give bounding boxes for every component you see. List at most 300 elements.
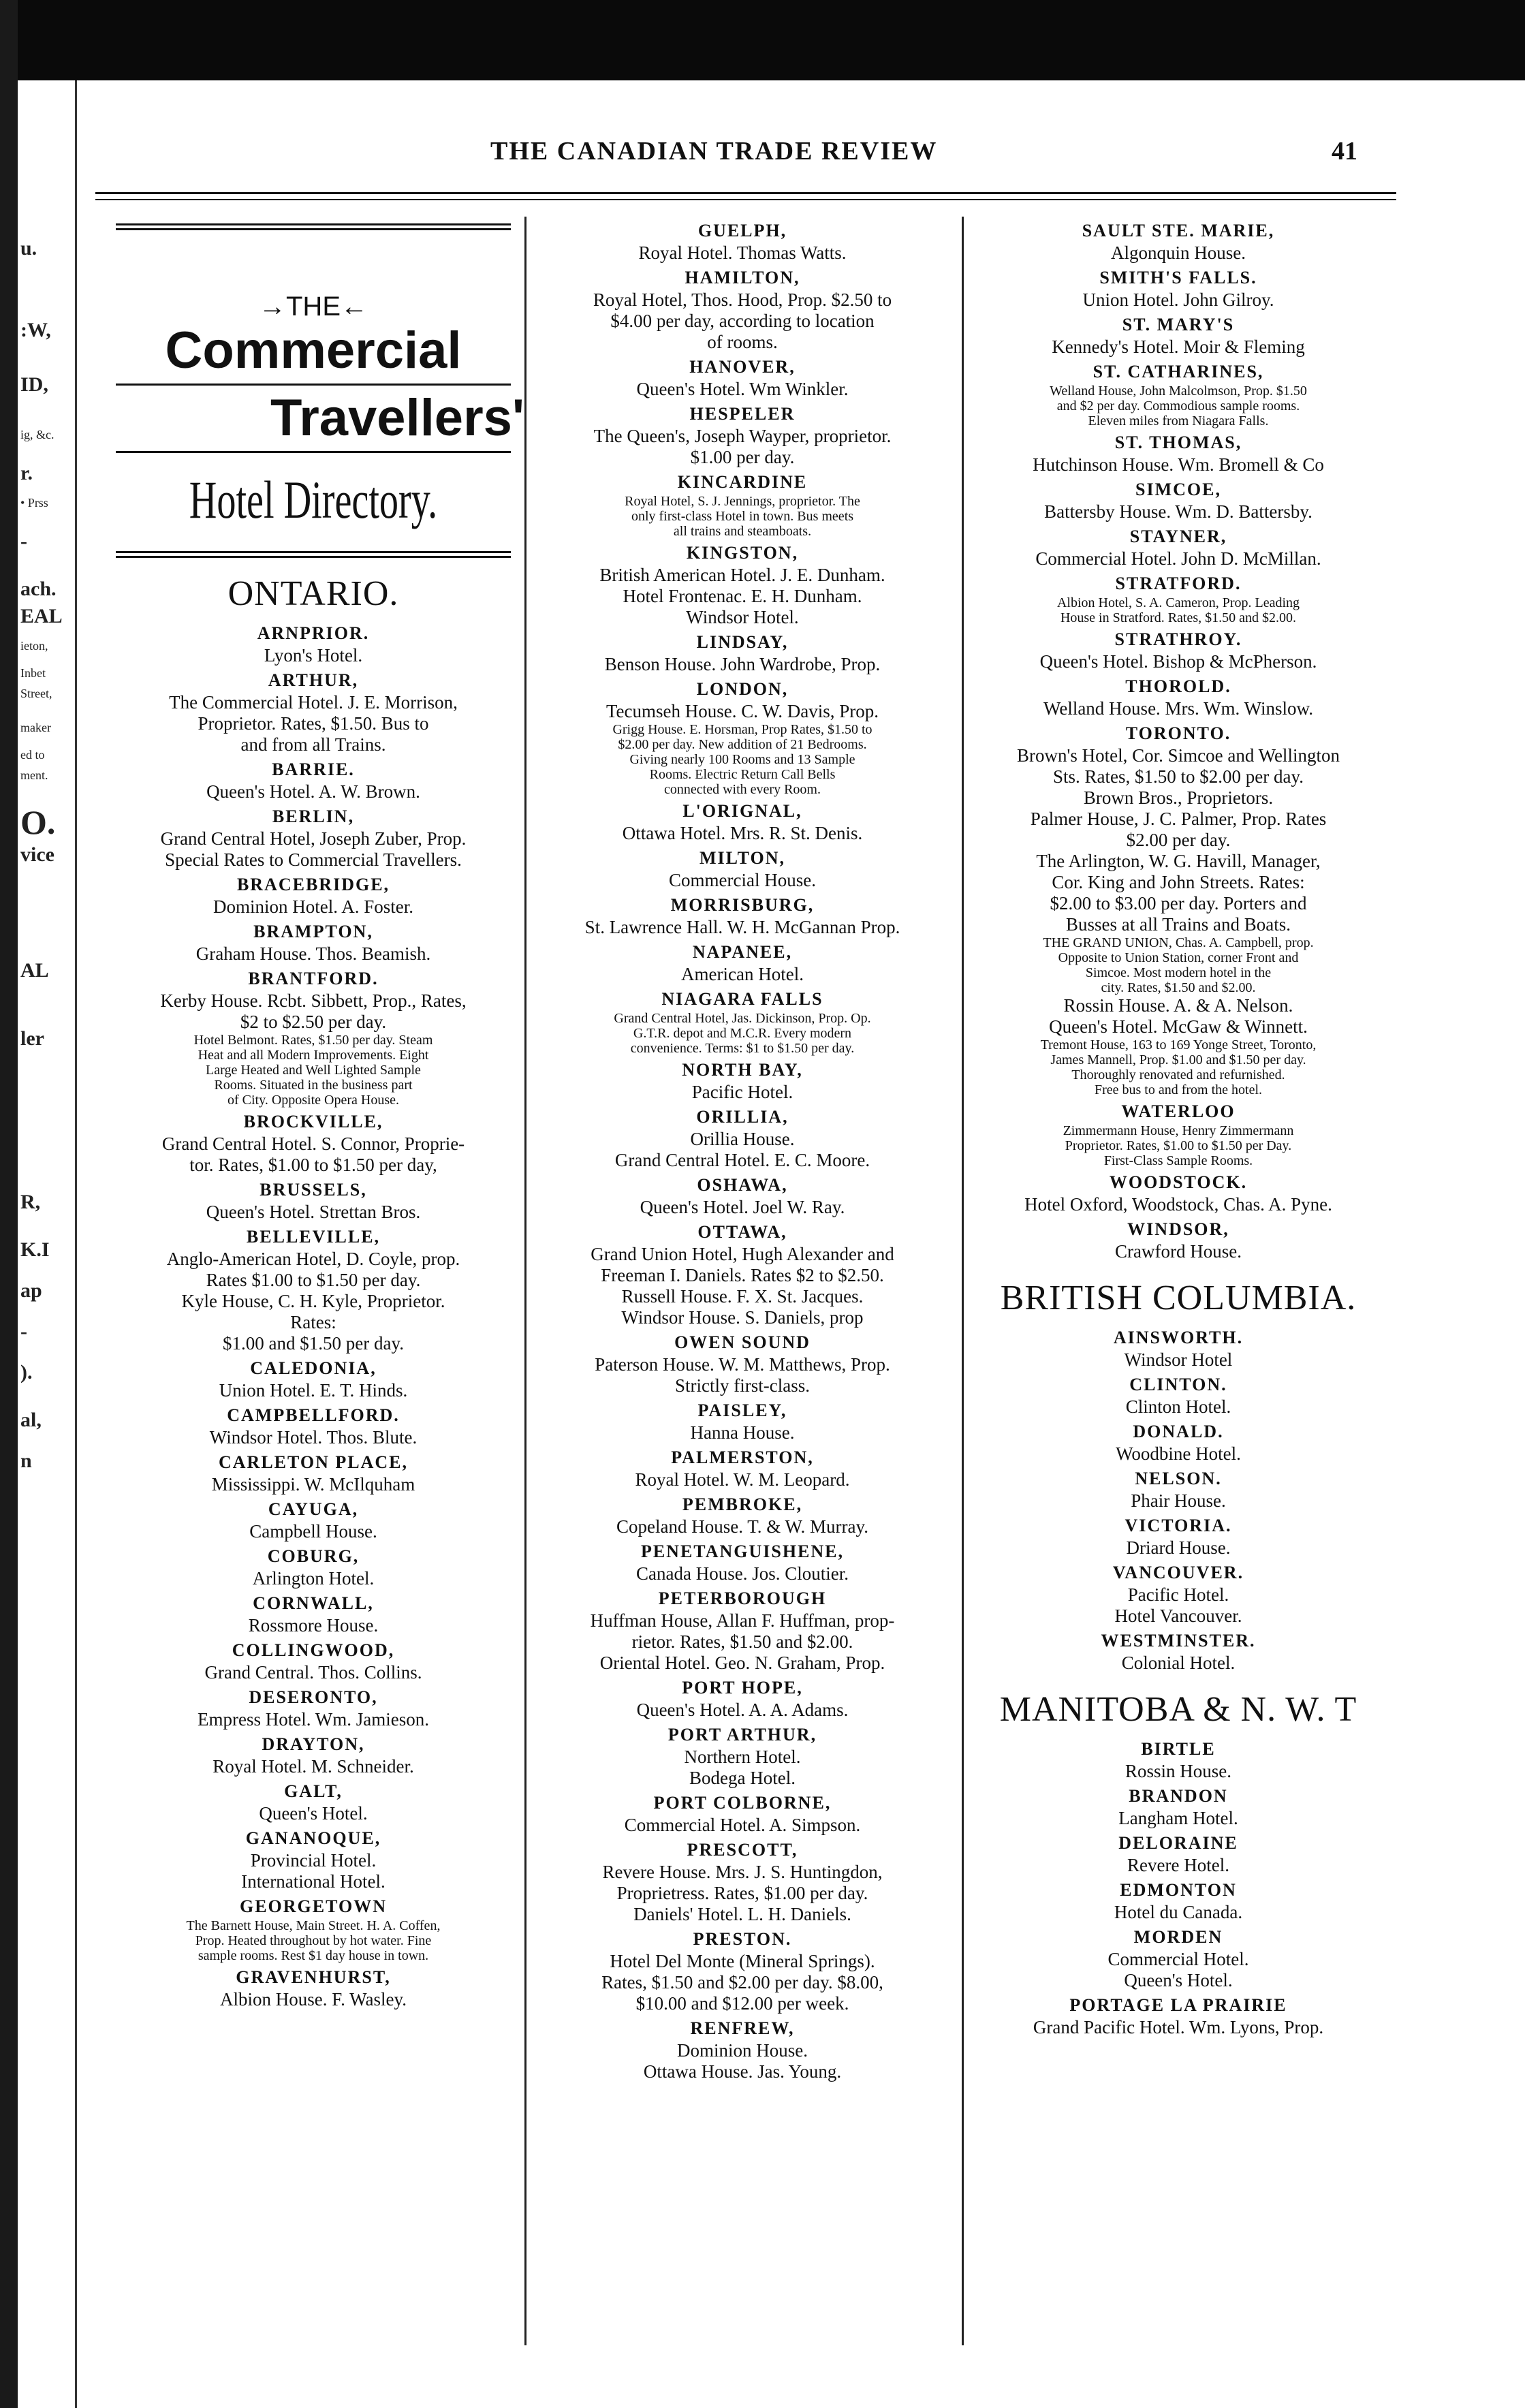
hotel-line: British American Hotel. J. E. Dunham. xyxy=(599,565,885,585)
gutter-fragment: - xyxy=(20,530,27,552)
hotel-advert-line: Giving nearly 100 Rooms and 13 Sample xyxy=(629,752,855,767)
town-name: OWEN SOUND xyxy=(674,1332,811,1352)
town-name: BRACEBRIDGE, xyxy=(236,875,390,894)
hotel-advert-line: city. Rates, $1.50 and $2.00. xyxy=(1101,980,1256,995)
hotel-line: Hanna House. xyxy=(690,1422,795,1443)
town-entry xyxy=(524,1587,960,1674)
town-name: ST. CATHARINES, xyxy=(1092,362,1264,381)
banner-line-directory: Hotel Directory. xyxy=(189,470,438,529)
hotel-line: Windsor House. S. Daniels, prop xyxy=(621,1307,864,1328)
gutter-fragment: ed to xyxy=(20,748,45,762)
town-entry xyxy=(95,873,531,918)
hotel-line: Busses at all Trains and Boats. xyxy=(1065,914,1291,935)
gutter-fragment: ach. xyxy=(20,578,57,600)
hotel-advert-line: of City. Opposite Opera House. xyxy=(227,1093,399,1108)
town-name: CAMPBELLFORD. xyxy=(227,1405,400,1425)
town-entry xyxy=(960,219,1396,264)
town-entry xyxy=(95,1895,531,1963)
hotel-advert-line: $2.00 per day. New addition of 21 Bedrooms. xyxy=(618,737,867,752)
hotel-line: Brown's Hotel, Cor. Simcoe and Wellington xyxy=(1017,745,1340,766)
town-name: BERLIN, xyxy=(272,807,355,826)
town-name: ARNPRIOR. xyxy=(257,623,370,643)
hotel-advert-line: Eleven miles from Niagara Falls. xyxy=(1088,413,1269,428)
town-name: GALT, xyxy=(284,1781,343,1801)
header-rule xyxy=(95,192,1396,194)
hotel-line: Revere Hotel. xyxy=(1127,1855,1229,1875)
hotel-line: Kerby House. Rcbt. Sibbett, Prop., Rates, xyxy=(160,990,467,1011)
hotel-line: Queen's Hotel. Wm Winkler. xyxy=(636,379,849,399)
town-name: PORT COLBORNE, xyxy=(653,1793,832,1813)
hotel-line: Brown Bros., Proprietors. xyxy=(1083,787,1274,808)
banner-rule-mid xyxy=(116,384,511,386)
hotel-advert-line: and $2 per day. Commodious sample rooms. xyxy=(1056,398,1300,413)
town-name: SAULT STE. MARIE, xyxy=(1082,221,1275,240)
town-name: HESPELER xyxy=(689,404,796,424)
hotel-advert-line: convenience. Terms: $1 to $1.50 per day. xyxy=(630,1041,855,1056)
hotel-line: Royal Hotel, Thos. Hood, Prop. $2.50 to xyxy=(593,290,892,310)
hotel-advert-line: Prop. Heated throughout by hot water. Fine xyxy=(195,1933,432,1948)
hotel-line: Hotel du Canada. xyxy=(1114,1902,1243,1922)
town-entry xyxy=(524,471,960,539)
gutter-fragment: maker xyxy=(20,721,51,734)
town-entry xyxy=(960,431,1396,475)
town-name: ARTHUR, xyxy=(268,670,359,690)
hotel-advert-line: Free bus to and from the hotel. xyxy=(1094,1082,1263,1097)
town-name: DRAYTON, xyxy=(262,1734,365,1754)
hotel-line: Royal Hotel. W. M. Leopard. xyxy=(635,1469,850,1490)
town-entry xyxy=(960,1785,1396,1829)
town-entry xyxy=(960,1218,1396,1262)
town-name: CORNWALL, xyxy=(253,1593,374,1613)
town-entry xyxy=(524,1540,960,1584)
hotel-line: Grand Union Hotel, Hugh Alexander and xyxy=(591,1244,894,1264)
column-middle xyxy=(524,217,960,2082)
hotel-line: Campbell House. xyxy=(249,1521,377,1542)
town-name: ST. THOMAS, xyxy=(1114,433,1242,452)
hotel-line: St. Lawrence Hall. W. H. McGannan Prop. xyxy=(584,917,900,937)
gutter-fragment: Street, xyxy=(20,687,52,700)
hotel-advert-line: Large Heated and Well Lighted Sample xyxy=(206,1063,421,1078)
town-entry xyxy=(960,1994,1396,2038)
hotel-advert-line: Rooms. Situated in the business part xyxy=(214,1078,413,1093)
hotel-line: Revere House. Mrs. J. S. Huntingdon, xyxy=(602,1862,883,1882)
town-entry xyxy=(524,988,960,1056)
hotel-advert-line: Grigg House. E. Horsman, Prop Rates, $1.50 to xyxy=(612,722,872,737)
town-name: KINGSTON, xyxy=(686,543,799,563)
town-entry xyxy=(524,2017,960,2082)
hotel-advert-line: all trains and steamboats. xyxy=(673,524,812,539)
hotel-line: Lyon's Hotel. xyxy=(264,645,363,666)
hotel-line: Algonquin House. xyxy=(1111,243,1246,263)
town-name: PORTAGE LA PRAIRIE xyxy=(1069,1995,1287,2015)
town-entry xyxy=(95,669,531,755)
hotel-line: Palmer House, J. C. Palmer, Prop. Rates xyxy=(1030,809,1327,829)
town-name: THOROLD. xyxy=(1125,676,1231,696)
header-rule-thin xyxy=(95,199,1396,200)
town-name: HAMILTON, xyxy=(685,268,800,287)
town-entry xyxy=(95,1733,531,1777)
town-name: NORTH BAY, xyxy=(682,1060,803,1080)
gutter-fragment: r. xyxy=(20,462,33,484)
gutter-fragment: n xyxy=(20,1450,32,1472)
town-entry xyxy=(960,1879,1396,1923)
hotel-line: $1.00 and $1.50 per day. xyxy=(223,1333,404,1354)
gutter-fragment: vice xyxy=(20,843,54,866)
town-entry xyxy=(524,1493,960,1537)
town-name: L'ORIGNAL, xyxy=(682,801,802,821)
town-entry xyxy=(95,758,531,802)
gutter-fragment: ieton, xyxy=(20,639,48,653)
hotel-line: Hotel Oxford, Woodstock, Chas. A. Pyne. xyxy=(1024,1194,1332,1215)
town-name: SIMCOE, xyxy=(1135,480,1221,499)
gutter-fragment: R, xyxy=(20,1191,41,1213)
town-name: STRATFORD. xyxy=(1115,574,1242,593)
town-name: WATERLOO xyxy=(1121,1101,1236,1121)
province-heading: BRITISH COLUMBIA. xyxy=(1000,1279,1357,1317)
town-entry xyxy=(524,1221,960,1328)
town-name: PAISLEY, xyxy=(697,1401,787,1420)
hotel-line: tor. Rates, $1.00 to $1.50 per day, xyxy=(189,1155,437,1175)
town-entry xyxy=(524,1106,960,1171)
hotel-advert-line: sample rooms. Rest $1 day house in town. xyxy=(198,1948,429,1963)
town-name: BRAMPTON, xyxy=(253,922,373,941)
hotel-line: Welland House. Mrs. Wm. Winslow. xyxy=(1043,698,1313,719)
hotel-line: Commercial Hotel. John D. McMillan. xyxy=(1035,548,1321,569)
hotel-line: Union Hotel. E. T. Hinds. xyxy=(219,1380,408,1401)
hotel-line: Royal Hotel. M. Schneider. xyxy=(213,1756,414,1777)
gutter-rule xyxy=(75,80,77,2408)
hotel-advert-line: Simcoe. Most modern hotel in the xyxy=(1085,965,1272,980)
banner-rule-top xyxy=(116,223,511,230)
hotel-line: Kyle House, C. H. Kyle, Proprietor. xyxy=(181,1291,445,1311)
town-name: DONALD. xyxy=(1133,1422,1224,1441)
hotel-line: Queen's Hotel. A. W. Brown. xyxy=(206,781,420,802)
town-entry xyxy=(960,1832,1396,1876)
hotel-advert-line: G.T.R. depot and M.C.R. Every modern xyxy=(633,1026,852,1041)
town-entry xyxy=(960,360,1396,428)
hotel-line: Proprietress. Rates, $1.00 per day. xyxy=(616,1883,868,1903)
hotel-line: Rates: xyxy=(290,1312,336,1332)
hotel-advert-line: House in Stratford. Rates, $1.50 and $2.00. xyxy=(1060,610,1297,625)
town-entry xyxy=(524,1792,960,1836)
town-entry xyxy=(95,1592,531,1636)
town-entry xyxy=(95,1639,531,1683)
hotel-line: The Commercial Hotel. J. E. Morrison, xyxy=(169,692,458,713)
hotel-line: Hotel Vancouver. xyxy=(1114,1606,1242,1626)
town-entry xyxy=(524,631,960,675)
hotel-advert-line: Hotel Belmont. Rates, $1.50 per day. Steam xyxy=(193,1033,433,1048)
hotel-line: Rossmore House. xyxy=(248,1615,379,1636)
hotel-line: Royal Hotel. Thomas Watts. xyxy=(638,243,847,263)
town-name: NIAGARA FALLS xyxy=(661,989,823,1009)
gutter-fragment: • Prss xyxy=(20,496,48,510)
hotel-line: Crawford House. xyxy=(1115,1241,1242,1262)
town-entry xyxy=(960,572,1396,625)
town-name: TORONTO. xyxy=(1125,723,1231,743)
town-entry xyxy=(95,1780,531,1824)
hotel-line: Driard House. xyxy=(1126,1537,1231,1558)
hotel-line: rietor. Rates, $1.50 and $2.00. xyxy=(631,1631,853,1652)
hotel-advert-line: connected with every Room. xyxy=(664,782,821,797)
hotel-advert-line: The Barnett House, Main Street. H. A. Coffen, xyxy=(186,1918,441,1933)
town-name: KINCARDINE xyxy=(677,472,808,492)
town-name: STAYNER, xyxy=(1129,527,1227,546)
town-name: BARRIE. xyxy=(272,760,355,779)
gutter-fragment: ment. xyxy=(20,768,48,782)
gutter-fragment: al, xyxy=(20,1409,42,1431)
hotel-advert-line: Thoroughly renovated and refurnished. xyxy=(1071,1067,1285,1082)
banner-pre: →THE← xyxy=(259,292,368,322)
town-entry xyxy=(95,1545,531,1589)
town-entry xyxy=(960,722,1396,1097)
hotel-line: Freeman I. Daniels. Rates $2 to $2.50. xyxy=(601,1265,884,1285)
hotel-line: Bodega Hotel. xyxy=(689,1768,796,1788)
scan-top-shadow xyxy=(0,0,1525,80)
town-entry xyxy=(960,313,1396,358)
town-name: DELORAINE xyxy=(1118,1833,1238,1853)
hotel-line: Canada House. Jos. Cloutier. xyxy=(636,1563,849,1584)
hotel-line: Northern Hotel. xyxy=(684,1747,801,1767)
town-name: BRANDON xyxy=(1129,1786,1228,1806)
town-entry xyxy=(524,678,960,797)
town-name: ST. MARY'S xyxy=(1122,315,1235,334)
town-entry xyxy=(524,356,960,400)
town-name: HANOVER, xyxy=(689,357,796,377)
town-name: OTTAWA, xyxy=(697,1222,787,1242)
town-entry xyxy=(524,1446,960,1490)
banner-line-travellers: Travellers' xyxy=(270,389,524,447)
hotel-line: Paterson House. W. M. Matthews, Prop. xyxy=(595,1354,890,1375)
town-entry xyxy=(524,219,960,264)
hotel-line: Colonial Hotel. xyxy=(1121,1653,1236,1673)
town-name: EDMONTON xyxy=(1120,1880,1237,1900)
hotel-advert-line: Heat and all Modern Improvements. Eight xyxy=(198,1048,429,1063)
hotel-line: Benson House. John Wardrobe, Prop. xyxy=(604,654,881,674)
town-name: LONDON, xyxy=(696,679,789,699)
hotel-line: Queen's Hotel. A. A. Adams. xyxy=(636,1700,849,1720)
town-entry xyxy=(960,1100,1396,1168)
town-name: PRESCOTT, xyxy=(687,1840,798,1860)
town-name: PENETANGUISHENE, xyxy=(640,1542,845,1561)
hotel-line: Queen's Hotel. xyxy=(1124,1970,1233,1990)
town-entry xyxy=(95,920,531,965)
town-entry xyxy=(960,1467,1396,1512)
hotel-line: Kennedy's Hotel. Moir & Fleming xyxy=(1052,337,1305,357)
town-entry xyxy=(95,1110,531,1176)
town-name: PORT ARTHUR, xyxy=(667,1725,817,1745)
hotel-line: Phair House. xyxy=(1131,1490,1226,1511)
town-entry xyxy=(960,1373,1396,1418)
hotel-line: Queen's Hotel. Strettan Bros. xyxy=(206,1202,421,1222)
gutter-fragment: ap xyxy=(20,1279,42,1302)
gutter-fragment: K.I xyxy=(20,1238,50,1261)
hotel-line: Windsor Hotel xyxy=(1124,1349,1233,1370)
hotel-line: of rooms. xyxy=(707,332,778,352)
facing-page-gutter xyxy=(18,80,76,2408)
hotel-line: Strictly first-class. xyxy=(675,1375,810,1396)
banner xyxy=(95,223,531,558)
town-entry xyxy=(960,1326,1396,1371)
town-entry xyxy=(960,1514,1396,1559)
hotel-line: Orillia House. xyxy=(690,1129,795,1149)
town-name: NAPANEE, xyxy=(692,942,793,962)
town-entry xyxy=(95,1498,531,1542)
town-name: OSHAWA, xyxy=(697,1175,788,1195)
hotel-line: Dominion Hotel. A. Foster. xyxy=(213,896,413,917)
hotel-line: Grand Central Hotel, Joseph Zuber, Prop. xyxy=(160,828,467,849)
town-entry xyxy=(960,1420,1396,1465)
hotel-line: Provincial Hotel. xyxy=(250,1850,377,1871)
hotel-line: Ottawa Hotel. Mrs. R. St. Denis. xyxy=(622,823,863,843)
town-entry xyxy=(960,1171,1396,1215)
hotel-line: Hotel Frontenac. E. H. Dunham. xyxy=(623,586,862,606)
hotel-line: Empress Hotel. Wm. Jamieson. xyxy=(198,1709,429,1730)
hotel-line: Commercial Hotel. xyxy=(1107,1949,1249,1969)
hotel-line: The Queen's, Joseph Wayper, proprietor. xyxy=(593,426,892,446)
town-name: GUELPH, xyxy=(697,221,787,240)
hotel-advert-line: First-Class Sample Rooms. xyxy=(1103,1153,1253,1168)
hotel-line: Grand Central Hotel. S. Connor, Proprie- xyxy=(161,1133,465,1154)
hotel-line: Battersby House. Wm. D. Battersby. xyxy=(1044,501,1312,522)
town-name: BRUSSELS, xyxy=(260,1180,367,1200)
town-name: COBURG, xyxy=(267,1546,360,1566)
hotel-line: Copeland House. T. & W. Murray. xyxy=(616,1516,868,1537)
town-entry xyxy=(524,800,960,844)
town-entry xyxy=(960,675,1396,719)
town-name: STRATHROY. xyxy=(1114,629,1242,649)
town-entry xyxy=(524,941,960,985)
hotel-line: Mississippi. W. McIlquham xyxy=(211,1474,415,1495)
town-name: BRANTFORD. xyxy=(248,969,379,988)
town-entry xyxy=(524,542,960,628)
town-entry xyxy=(960,478,1396,522)
gutter-fragment: ). xyxy=(20,1361,33,1383)
hotel-line: Rates, $1.50 and $2.00 per day. $8.00, xyxy=(601,1972,883,1992)
town-name: GRAVENHURST, xyxy=(236,1967,391,1987)
town-entry xyxy=(95,1966,531,2010)
town-name: CALEDONIA, xyxy=(250,1358,377,1378)
town-entry xyxy=(524,1331,960,1396)
hotel-line: $10.00 and $12.00 per week. xyxy=(635,1993,849,2014)
town-name: ORILLIA, xyxy=(696,1107,789,1127)
hotel-line: Hotel Del Monte (Mineral Springs). xyxy=(610,1951,875,1971)
listing-column-3 xyxy=(960,219,1396,2038)
hotel-line: Langham Hotel. xyxy=(1118,1808,1238,1828)
town-name: DESERONTO, xyxy=(249,1687,378,1707)
town-entry xyxy=(95,967,531,1108)
hotel-line: Tecumseh House. C. W. Davis, Prop. xyxy=(606,701,879,721)
hotel-line: Hutchinson House. Wm. Bromell & Co xyxy=(1033,454,1324,475)
hotel-line: Ottawa House. Jas. Young. xyxy=(643,2061,842,2082)
hotel-line: Commercial House. xyxy=(669,870,816,890)
hotel-line: Union Hotel. John Gilroy. xyxy=(1082,290,1274,310)
hotel-line: $2.00 per day. xyxy=(1126,830,1231,850)
hotel-line: Queen's Hotel. xyxy=(259,1803,368,1824)
town-name: BROCKVILLE, xyxy=(243,1112,383,1131)
town-name: RENFREW, xyxy=(690,2018,795,2038)
gutter-fragment: AL xyxy=(20,959,49,982)
hotel-line: Queen's Hotel. McGaw & Winnett. xyxy=(1049,1016,1308,1037)
hotel-line: Arlington Hotel. xyxy=(252,1568,375,1589)
hotel-line: Cor. King and John Streets. Rates: xyxy=(1052,872,1305,892)
gutter-fragment: u. xyxy=(20,237,37,260)
town-entry xyxy=(95,805,531,871)
hotel-line: Grand Central Hotel. E. C. Moore. xyxy=(614,1150,870,1170)
town-entry xyxy=(960,1926,1396,1991)
town-name: SMITH'S FALLS. xyxy=(1099,268,1257,287)
column-left xyxy=(95,217,531,2010)
hotel-line: Rates $1.00 to $1.50 per day. xyxy=(206,1270,421,1290)
hotel-advert-line: Rooms. Electric Return Call Bells xyxy=(649,767,836,782)
hotel-line: Huffman House, Allan F. Huffman, prop- xyxy=(590,1610,895,1631)
town-entry xyxy=(960,525,1396,569)
province-heading: MANITOBA & N. W. T xyxy=(999,1690,1357,1729)
hotel-advert-line: Opposite to Union Station, corner Front and xyxy=(1058,950,1299,965)
hotel-advert-line: Albion Hotel, S. A. Cameron, Prop. Leading xyxy=(1056,595,1300,610)
gutter-fragment: EAL xyxy=(20,605,63,627)
gutter-fragment: ler xyxy=(20,1027,44,1050)
town-entry xyxy=(524,847,960,891)
gutter-fragment: ID, xyxy=(20,373,48,396)
hotel-line: $2.00 to $3.00 per day. Porters and xyxy=(1050,893,1307,913)
town-name: WOODSTOCK. xyxy=(1109,1172,1248,1192)
hotel-advert-line: THE GRAND UNION, Chas. A. Campbell, prop. xyxy=(1043,935,1314,950)
town-name: MORDEN xyxy=(1133,1927,1223,1947)
hotel-line: Grand Pacific Hotel. Wm. Lyons, Prop. xyxy=(1033,2017,1324,2037)
town-name: GANANOQUE, xyxy=(245,1828,381,1848)
town-entry xyxy=(524,1174,960,1218)
town-name: PALMERSTON, xyxy=(671,1448,814,1467)
gutter-fragment: :W, xyxy=(20,319,51,341)
town-name: PORT HOPE, xyxy=(682,1678,803,1698)
hotel-line: $2 to $2.50 per day. xyxy=(240,1012,387,1032)
hotel-advert-line: Grand Central Hotel, Jas. Dickinson, Prop. Op. xyxy=(614,1011,871,1026)
province-heading: ONTARIO. xyxy=(227,574,399,613)
town-entry xyxy=(524,894,960,938)
town-entry xyxy=(960,1738,1396,1782)
town-name: AINSWORTH. xyxy=(1113,1328,1244,1347)
gutter-fragment: ig, &c. xyxy=(20,428,54,441)
hotel-line: American Hotel. xyxy=(681,964,804,984)
hotel-line: Windsor Hotel. Thos. Blute. xyxy=(209,1427,418,1448)
scan-left-edge xyxy=(0,0,18,2408)
hotel-line: Woodbine Hotel. xyxy=(1116,1443,1241,1464)
town-entry xyxy=(524,1723,960,1789)
column-right xyxy=(960,217,1396,2038)
town-entry xyxy=(960,628,1396,672)
hotel-advert-line: Royal Hotel, S. J. Jennings, proprietor. The xyxy=(625,494,860,509)
town-name: LINDSAY, xyxy=(696,632,789,652)
hotel-advert-line: James Mannell, Prop. $1.00 and $1.50 per day. xyxy=(1050,1052,1306,1067)
hotel-line: Graham House. Thos. Beamish. xyxy=(195,943,431,964)
hotel-line: Grand Central. Thos. Collins. xyxy=(204,1662,422,1683)
town-name: COLLINGWOOD, xyxy=(232,1640,395,1660)
town-entry xyxy=(524,266,960,353)
hotel-advert-line: Welland House, John Malcolmson, Prop. $1.50 xyxy=(1050,384,1307,398)
town-name: CLINTON. xyxy=(1129,1375,1227,1394)
hotel-line: Proprietor. Rates, $1.50. Bus to xyxy=(198,713,429,734)
town-entry xyxy=(524,1399,960,1443)
town-entry xyxy=(524,1928,960,2014)
town-name: CAYUGA, xyxy=(268,1499,359,1519)
banner-rule-mid2 xyxy=(116,451,511,453)
publication-title: THE CANADIAN TRADE REVIEW xyxy=(490,137,938,166)
hotel-line: Queen's Hotel. Joel W. Ray. xyxy=(640,1197,845,1217)
hotel-line: Daniels' Hotel. L. H. Daniels. xyxy=(633,1904,851,1924)
town-entry xyxy=(95,1225,531,1354)
town-entry xyxy=(95,1404,531,1448)
banner-line-commercial: Commercial xyxy=(165,322,462,379)
